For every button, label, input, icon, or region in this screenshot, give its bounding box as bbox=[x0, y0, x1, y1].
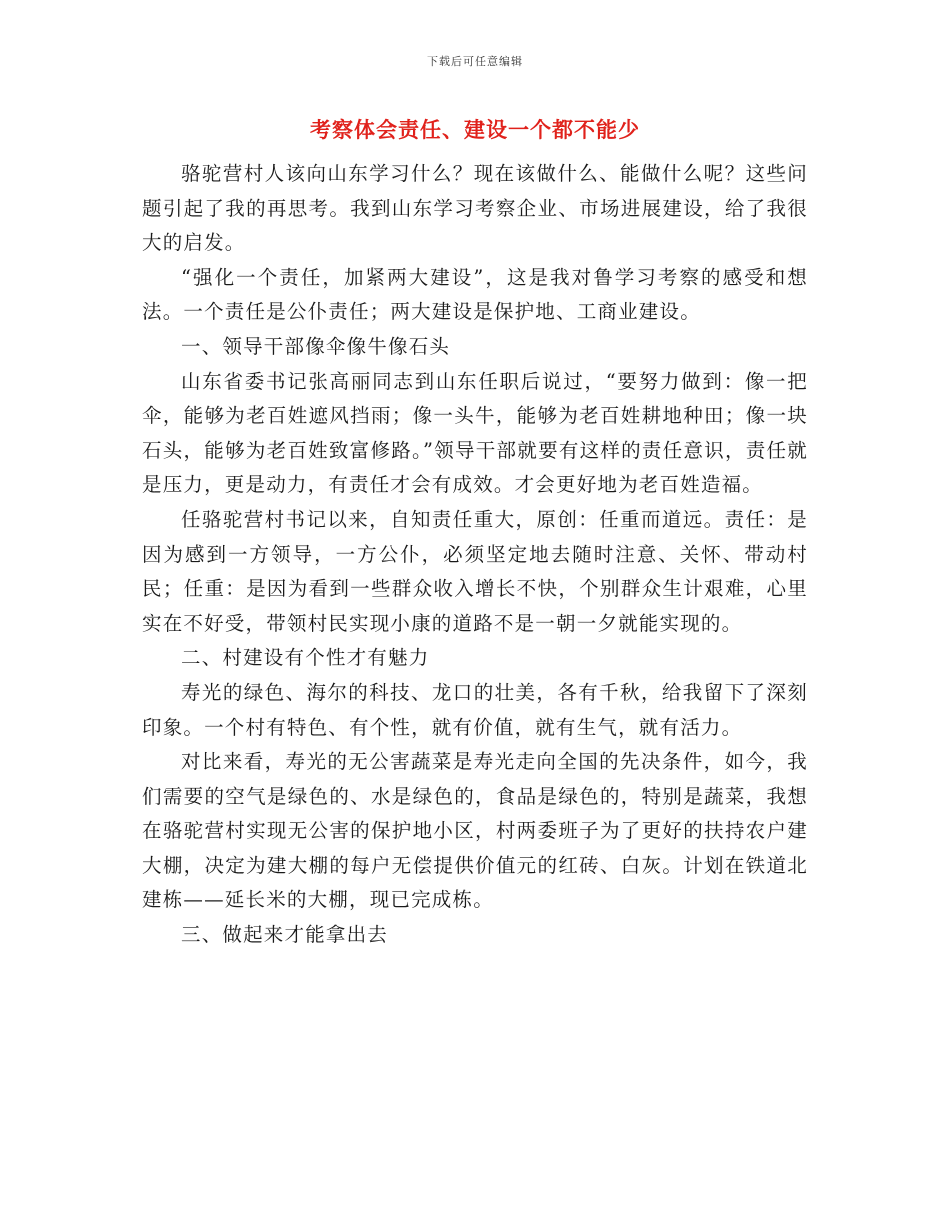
paragraph-quote: 山东省委书记张高丽同志到山东任职后说过，“要努力做到：像一把伞，能够为老百姓遮风挡雨；像一头牛，能够为老百姓耕地种田；像一块石头，能够为老百姓致富修路。”领导干部就要有这样的责任意识，责任就是压力，更是动力，有责任才会有成效。才会更好地为老百姓造福。 bbox=[142, 369, 808, 497]
paragraph-impressions: 寿光的绿色、海尔的科技、龙口的壮美，各有千秋，给我留下了深刻印象。一个村有特色、有个性，就有价值，就有生气，就有活力。 bbox=[142, 680, 808, 739]
section-heading-2: 二、村建设有个性才有魅力 bbox=[181, 646, 430, 670]
document-body bbox=[142, 157, 808, 953]
paragraph-comparison: 对比来看，寿光的无公害蔬菜是寿光走向全国的先决条件，如今，我们需要的空气是绿色的、水是绿色的，食品是绿色的，特别是蔬菜，我想在骆驼营村实现无公害的保护地小区，村两委班子为了更好的扶持农户建大棚，决定为建大棚的每户无偿提供价值元的红砖、白灰。计划在铁道北建栋——延长米的大棚，现已完成栋。 bbox=[142, 750, 808, 912]
section-heading-3: 三、做起来才能拿出去 bbox=[181, 923, 389, 947]
paragraph-intro: 骆驼营村人该向山东学习什么？现在该做什么、能做什么呢？这些问题引起了我的再思考。我到山东学习考察企业、市场进展建设，给了我很大的启发。 bbox=[142, 162, 808, 255]
page-header-note: 下载后可任意编辑 bbox=[427, 55, 523, 68]
paragraph-responsibility-summary: “强化一个责任，加紧两大建设”，这是我对鲁学习考察的感受和想法。一个责任是公仆责任；两大建设是保护地、工商业建设。 bbox=[142, 265, 808, 324]
section-heading-1: 一、领导干部像伞像牛像石头 bbox=[181, 334, 451, 358]
document-title: 考察体会责任、建设一个都不能少 bbox=[310, 117, 640, 142]
paragraph-village-secretary: 任骆驼营村书记以来，自知责任重大，原创：任重而道远。责任：是因为感到一方领导，一方公仆，必须坚定地去随时注意、关怀、带动村民；任重：是因为看到一些群众收入增长不快，个别群众生计艰难，心里实在不好受，带领村民实现小康的道路不是一朝一夕就能实现的。 bbox=[142, 507, 808, 635]
